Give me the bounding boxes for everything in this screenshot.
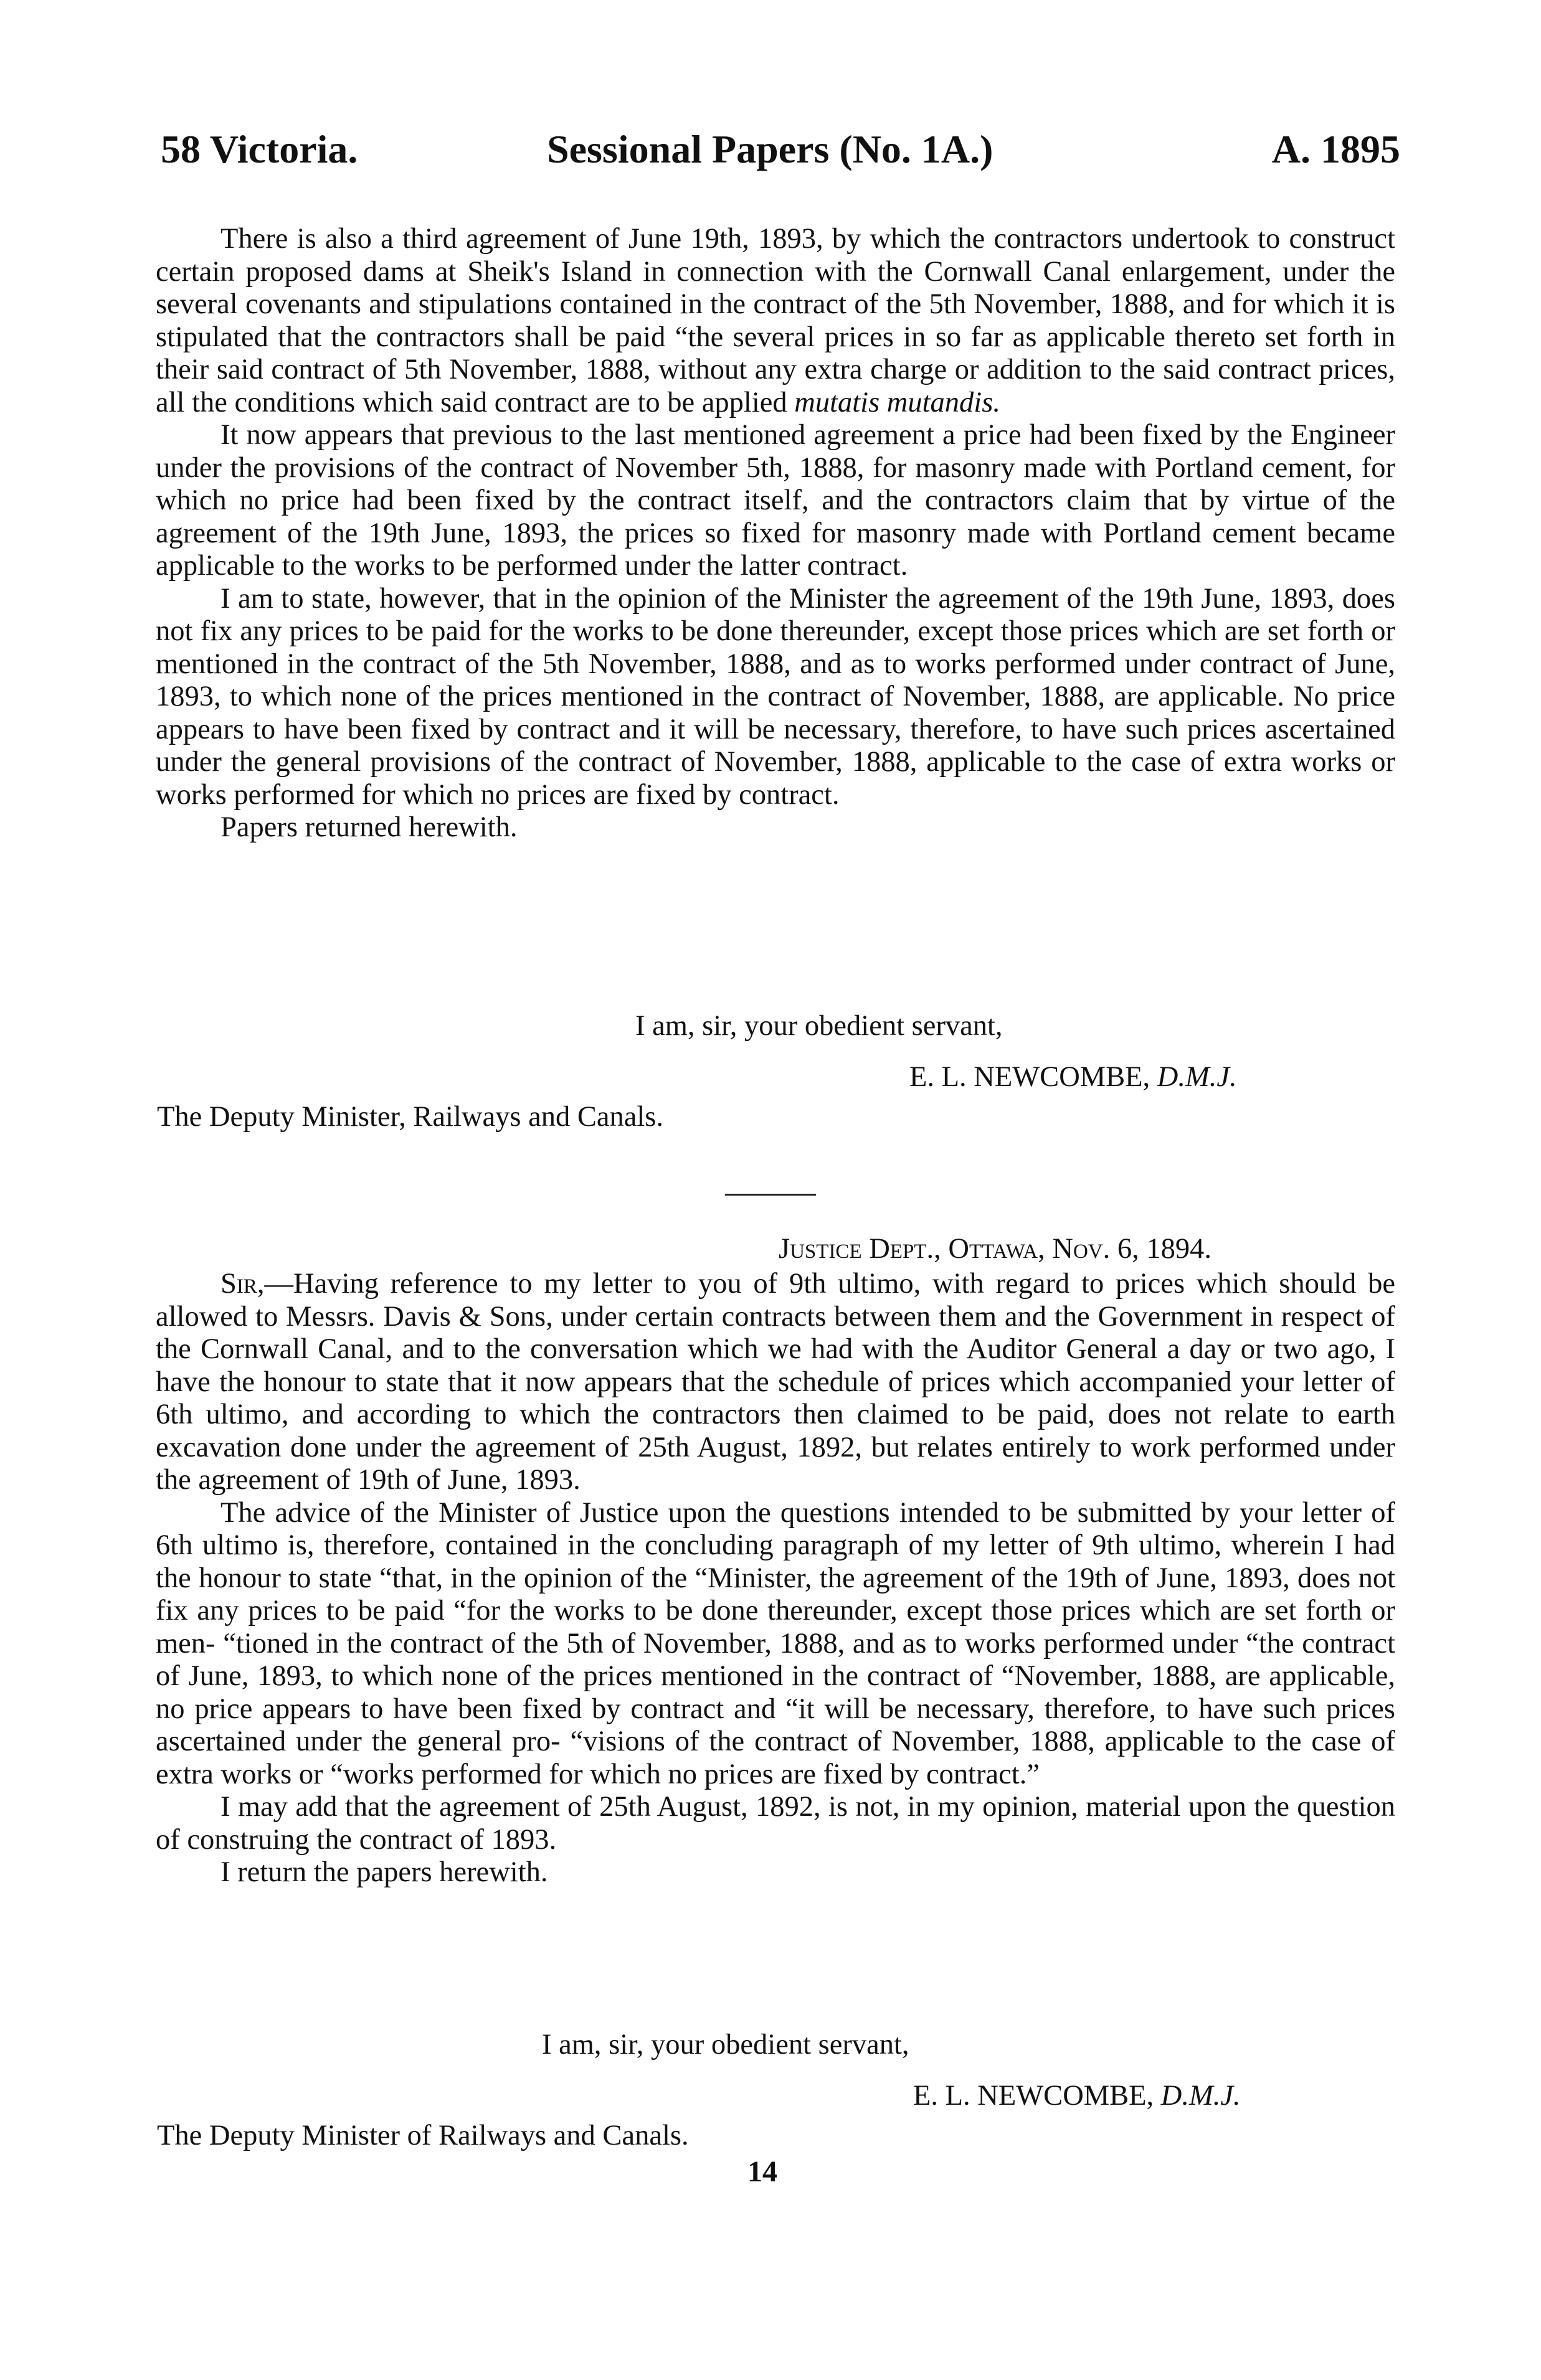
dateline: Justice Dept., Ottawa, Nov. 6, 1894.	[779, 1233, 1211, 1265]
running-header	[161, 125, 1400, 174]
complimentary-close: I am, sir, your obedient servant,	[635, 1010, 1003, 1042]
salutation: Sir,	[220, 1268, 265, 1300]
paragraph: I may add that the agreement of 25th August, 1892, is not, in my opinion, material upon the question of construing the contract of 1893.	[156, 1791, 1395, 1856]
paragraph: Papers returned herewith.	[220, 811, 518, 843]
header-year: A. 1895	[1271, 127, 1400, 171]
section-divider	[725, 1194, 816, 1196]
paragraph: I am to state, however, that in the opinion of the Minister the agreement of the 19th June, 1893, does not fix any prices to be paid for the works to be done thereunder, except those prices which are set forth or mentioned in the contract of the 5th November, 1888, and as to works performed under contract of June, 1893, to which none of the prices mentioned in the contract of November, 1888, are applicable. No price appears to have been fixed by contract and it will be necessary, therefore, to have such prices ascertained under the general provisions of the contract of November, 1888, applicable to the case of extra works or works performed for which no prices are fixed by contract.	[156, 582, 1395, 811]
addressee: The Deputy Minister of Railways and Canals.	[157, 2120, 689, 2151]
paragraph: I return the papers herewith.	[220, 1856, 548, 1888]
header-session: 58 Victoria.	[161, 127, 358, 171]
paragraph: The advice of the Minister of Justice upon the questions intended to be submitted by your letter of 6th ultimo is, therefore, contained in the concluding paragraph of my letter of 9th ultimo, wherein I had the honour to state “that, in the opinion of the “Minister, the agreement of the 19th of June, 1893, does not fix any prices to be paid “for the works to be done thereunder, except those prices which are set forth or men- “tioned in the contract of the 5th of November, 1888, and as to works performed under “the contract of June, 1893, to which none of the prices mentioned in the contract of “November, 1888, are applicable, no price appears to have been fixed by contract and “it will be necessary, therefore, to have such prices ascertained under the general pro- “visions of the contract of November, 1888, applicable to the case of extra works or “works performed for which no prices are fixed by contract.”	[156, 1496, 1395, 1790]
paragraph: There is also a third agreement of June 19th, 1893, by which the contractors undertook to construct certain proposed dams at Sheik's Island in connection with the Cornwall Canal enlargement, under the several covenants and stipulations contained in the contract of the 5th November, 1888, and for which it is stipulated that the contractors shall be paid “the several prices in so far as applicable thereto set forth in their said contract of 5th November, 1888, without any extra charge or addition to the said contract prices, all the conditions which said contract are to be applied mutatis mutandis.	[156, 223, 1395, 418]
letter-two-body	[156, 1268, 1395, 1889]
signature: E. L. NEWCOMBE, D.M.J.	[909, 1061, 1237, 1093]
paragraph: Sir,—Having reference to my letter to you of 9th ultimo, with regard to prices which should be allowed to Messrs. Davis & Sons, under certain contracts between them and the Government in respect of the Cornwall Canal, and to the conversation which we had with the Auditor General a day or two ago, I have the honour to state that it now appears that the schedule of prices which accompanied your letter of 6th ultimo, and according to which the contractors then claimed to be paid, does not relate to earth excavation done under the agreement of 25th August, 1892, but relates entirely to work performed under the agreement of 19th of June, 1893.	[156, 1268, 1395, 1496]
latin-phrase: mutatis mutandis.	[794, 386, 1000, 418]
page-number: 14	[747, 2155, 777, 2188]
complimentary-close: I am, sir, your obedient servant,	[542, 2029, 909, 2061]
addressee: The Deputy Minister, Railways and Canals.	[157, 1101, 664, 1133]
header-sessional-papers: Sessional Papers (No. 1A.)	[547, 127, 993, 171]
letter-one-body	[156, 223, 1395, 844]
signature: E. L. NEWCOMBE, D.M.J.	[913, 2080, 1241, 2112]
paragraph: It now appears that previous to the last mentioned agreement a price had been fixed by the Engineer under the provisions of the contract of November 5th, 1888, for masonry made with Portland cement, for which no price had been fixed by the contract itself, and the contractors claim that by virtue of the agreement of the 19th June, 1893, the prices so fixed for masonry made with Portland cement became applicable to the works to be performed under the latter contract.	[156, 419, 1395, 582]
